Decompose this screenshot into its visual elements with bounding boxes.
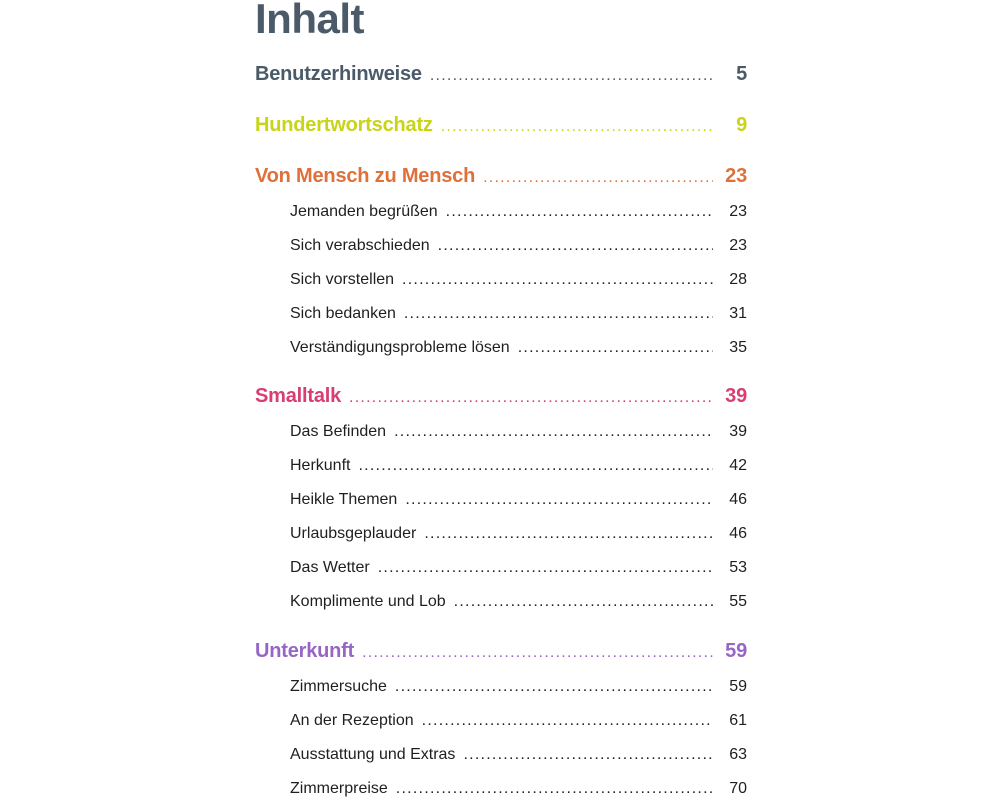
toc-entry[interactable] [290, 780, 747, 802]
entry-label: Heikle Themen [290, 491, 398, 508]
dot-leader [463, 746, 713, 764]
toc-entry[interactable] [290, 271, 747, 293]
entry-page-number: 23 [729, 237, 747, 254]
dot-leader [396, 780, 713, 798]
dot-leader [483, 169, 713, 187]
entry-label: Das Befinden [290, 423, 387, 440]
dot-leader [405, 491, 713, 509]
toc-entry[interactable] [290, 203, 747, 225]
toc-entry[interactable] [290, 423, 747, 445]
dot-leader [394, 423, 713, 441]
chapter-page-number: 59 [725, 640, 747, 662]
toc-chapter-benutzerhinweise[interactable] [255, 63, 747, 89]
chapter-page-number: 5 [736, 63, 747, 85]
entry-page-number: 39 [729, 423, 747, 440]
toc-entry[interactable] [290, 593, 747, 615]
entry-page-number: 53 [729, 559, 747, 576]
entry-label: Sich bedanken [290, 305, 396, 322]
dot-leader [358, 457, 713, 475]
dot-leader [378, 559, 713, 577]
toc-entry[interactable] [290, 559, 747, 581]
entry-label: Komplimente und Lob [290, 593, 446, 610]
entry-page-number: 70 [729, 780, 747, 797]
entry-label: Verständigungsprobleme lösen [290, 339, 510, 356]
entry-page-number: 59 [729, 678, 747, 695]
toc-entry[interactable] [290, 525, 747, 547]
dot-leader [422, 712, 713, 730]
dot-leader [430, 67, 713, 85]
toc-chapter-von-mensch-zu-mensch[interactable] [255, 165, 747, 191]
page-title: Inhalt [255, 0, 364, 42]
entry-page-number: 55 [729, 593, 747, 610]
entry-label: Das Wetter [290, 559, 370, 576]
toc-entry[interactable] [290, 746, 747, 768]
entry-label: Jemanden begrüßen [290, 203, 438, 220]
toc-chapter-unterkunft[interactable] [255, 640, 747, 666]
entry-page-number: 46 [729, 525, 747, 542]
dot-leader [454, 593, 713, 611]
entry-label: Zimmerpreise [290, 780, 388, 797]
dot-leader [404, 305, 713, 323]
dot-leader [438, 237, 713, 255]
toc-entry[interactable] [290, 237, 747, 259]
entry-page-number: 31 [729, 305, 747, 322]
entry-page-number: 35 [729, 339, 747, 356]
entry-page-number: 42 [729, 457, 747, 474]
entry-page-number: 63 [729, 746, 747, 763]
toc-chapter-hundertwortschatz[interactable] [255, 114, 747, 140]
entry-page-number: 23 [729, 203, 747, 220]
entry-label: Ausstattung und Extras [290, 746, 456, 763]
entry-label: Herkunft [290, 457, 351, 474]
dot-leader [424, 525, 713, 543]
toc-chapter-smalltalk[interactable] [255, 385, 747, 411]
toc-entry[interactable] [290, 339, 747, 361]
entry-label: Urlaubsgeplauder [290, 525, 417, 542]
toc-entry[interactable] [290, 457, 747, 479]
chapter-page-number: 39 [725, 385, 747, 407]
entry-label: An der Rezeption [290, 712, 414, 729]
entry-page-number: 46 [729, 491, 747, 508]
toc-entry[interactable] [290, 491, 747, 513]
dot-leader [395, 678, 713, 696]
toc-entry[interactable] [290, 712, 747, 734]
chapter-page-number: 9 [736, 114, 747, 136]
entry-page-number: 61 [729, 712, 747, 729]
entry-label: Sich verabschieden [290, 237, 430, 254]
toc-entry[interactable] [290, 305, 747, 327]
chapter-label: Smalltalk [255, 385, 342, 407]
chapter-label: Hundertwortschatz [255, 114, 433, 136]
dot-leader [349, 389, 713, 407]
entry-page-number: 28 [729, 271, 747, 288]
chapter-label: Unterkunft [255, 640, 355, 662]
entry-label: Zimmersuche [290, 678, 387, 695]
dot-leader [362, 644, 713, 662]
dot-leader [518, 339, 713, 357]
dot-leader [446, 203, 713, 221]
table-of-contents [255, 0, 747, 800]
entry-label: Sich vorstellen [290, 271, 395, 288]
chapter-page-number: 23 [725, 165, 747, 187]
chapter-label: Benutzerhinweise [255, 63, 422, 85]
toc-entry[interactable] [290, 678, 747, 700]
dot-leader [402, 271, 713, 289]
chapter-label: Von Mensch zu Mensch [255, 165, 476, 187]
dot-leader [441, 118, 713, 136]
